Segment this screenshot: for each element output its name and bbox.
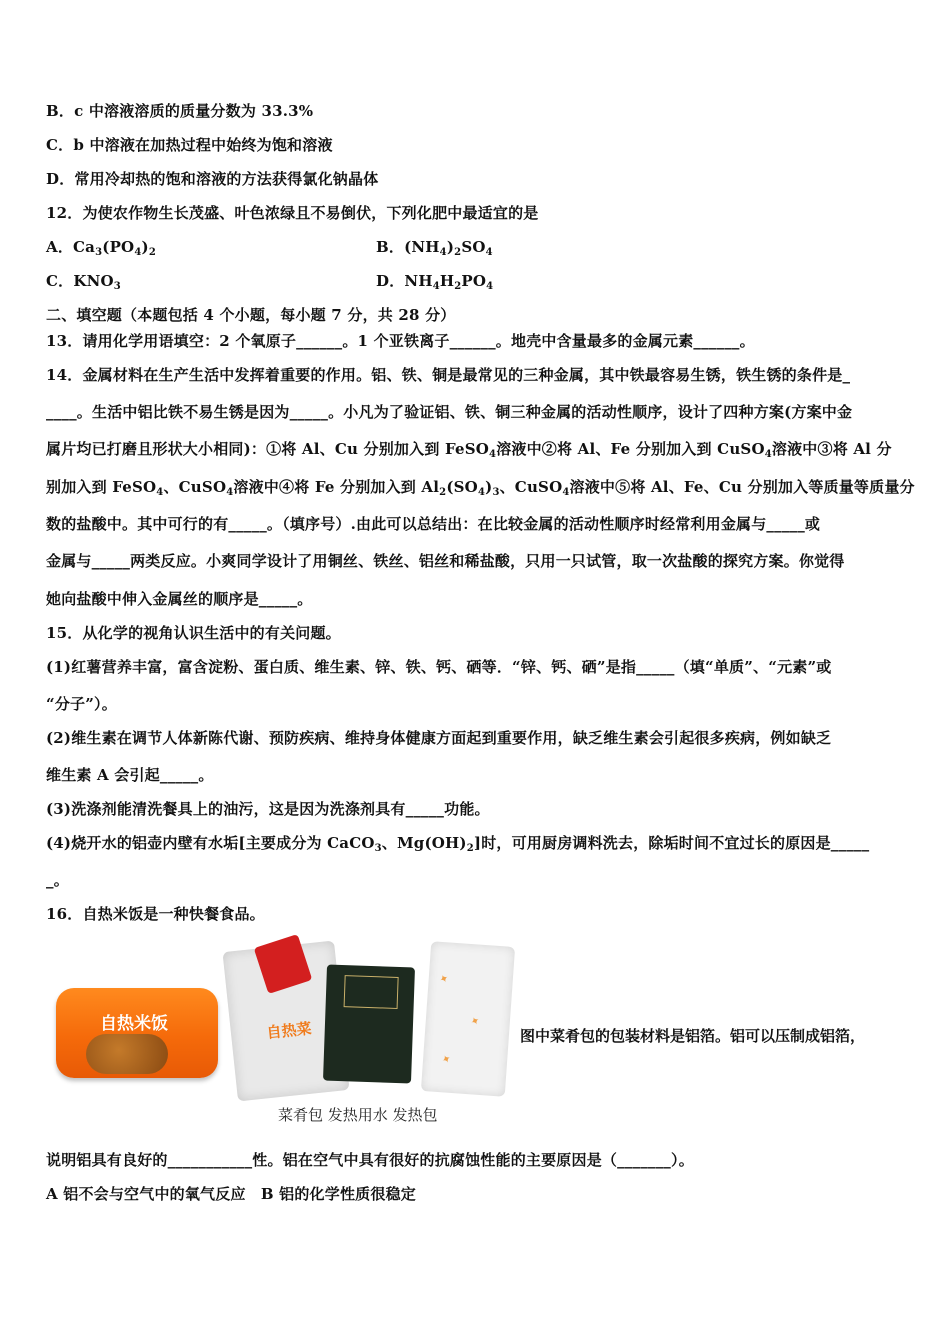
- self-heating-rice-photo: [50, 936, 515, 1131]
- rice-tray-image: [56, 988, 218, 1078]
- sauce-pack-image: [254, 934, 313, 994]
- question-14-line-5: 数的盐酸中。其中可行的有_____。（填序号）.由此可以总结出：在比较金属的活动性顺序时经常利用金属与_____或: [46, 515, 821, 533]
- water-pack-label-box: [344, 975, 399, 1009]
- question-15-part-3: (3)洗涤剂能清洗餐具上的油污，这是因为洗涤剂具有_____功能。: [46, 800, 490, 818]
- question-14-line-2: ____。生活中铝比铁不易生锈是因为_____。小凡为了验证铝、铁、铜三种金属的活动性顺序，设计了四种方案(方案中金: [46, 403, 853, 421]
- section-heading: 二、填空题（本题包括 4 个小题，每小题 7 分，共 28 分）: [46, 306, 456, 324]
- option-d-line: D．常用冷却热的饱和溶液的方法获得氯化钠晶体: [46, 170, 379, 188]
- option-c-line: C．b 中溶液在加热过程中始终为饱和溶液: [46, 136, 333, 154]
- question-14-line-7: 她向盐酸中伸入金属丝的顺序是_____。: [46, 590, 313, 608]
- question-15: 15．从化学的视角认识生活中的有关问题。: [46, 624, 341, 642]
- tray-logo: 自热米饭: [100, 1014, 168, 1034]
- question-15-part-4: (4)烧开水的铝壶内壁有水垢[主要成分为 CaCO$_3$、$Mg(OH)_2$]时，可用厨房调料洗去，除垢时间不宜过长的原因是_____: [46, 834, 870, 854]
- question-16: 16．自热米饭是一种快餐食品。: [46, 905, 265, 923]
- q12-option-c: C．$KNO_3$: [46, 272, 121, 292]
- question-14-line-1: 14．金属材料在生产生活中发挥着重要的作用。铝、铁、铜是最常见的三种金属，其中铁最容易生锈，铁生锈的条件是_: [46, 366, 851, 384]
- question-13: 13．请用化学用语填空：2 个氧原子______。1 个亚铁离子______。地壳中含量最多的金属元素______。: [46, 332, 755, 350]
- dish-pack-label: 自热菜: [265, 1019, 313, 1043]
- question-15-part-1-cont: “分子”）。: [46, 695, 117, 713]
- option-b-line: B．c 中溶液溶质的质量分数为 33.3%: [46, 102, 314, 120]
- q12-option-b: B．$(NH_4)_2SO_4$: [376, 238, 493, 258]
- question-16-side-text: 图中菜肴包的包装材料是铝箔。铝可以压制成铝箔，: [520, 1027, 866, 1045]
- question-15-part-4-cont: _。: [46, 871, 69, 889]
- tray-food-image: [86, 1034, 168, 1074]
- heating-pack-image: ✦ ✦ ✦: [421, 941, 515, 1096]
- question-12: 12．为使农作物生长茂盛、叶色浓绿且不易倒伏，下列化肥中最适宜的是: [46, 204, 539, 222]
- question-16-options: A 铝不会与空气中的氧气反应 B 铝的化学性质很稳定: [46, 1185, 416, 1203]
- heating-water-pack-image: [323, 964, 415, 1083]
- q12-option-d: D．$NH_4H_2PO_4$: [376, 272, 494, 292]
- question-14-line-4: 别加入到 FeSO$_4$、CuSO$_4$溶液中④将 Fe 分别加入到 $Al_2(SO_4)_3$、CuSO$_4$溶液中⑤将 Al、Fe、Cu 分别加入等质量等质量分: [46, 478, 915, 498]
- question-16-line-2: 说明铝具有良好的___________性。铝在空气中具有很好的抗腐蚀性能的主要原因是（_______）。: [46, 1151, 694, 1169]
- question-14-line-3: 属片均已打磨且形状大小相同)：①将 Al、Cu 分别加入到 FeSO$_4$溶液中②将 Al、Fe 分别加入到 CuSO$_4$溶液中③将 Al 分: [46, 440, 892, 460]
- question-15-part-1: (1)红薯营养丰富，富含淀粉、蛋白质、维生素、锌、铁、钙、硒等．“锌、钙、硒”是指_____（填“单质”、“元素”或: [46, 658, 832, 676]
- question-14-line-6: 金属与_____两类反应。小爽同学设计了用铜丝、铁丝、铝丝和稀盐酸，只用一只试管，取一次盐酸的探究方案。你觉得: [46, 552, 845, 570]
- question-15-part-2: (2)维生素在调节人体新陈代谢、预防疾病、维持身体健康方面起到重要作用，缺乏维生素会引起很多疾病，例如缺乏: [46, 729, 832, 747]
- q12-option-a: A．$Ca_3(PO_4)_2$: [46, 238, 156, 258]
- question-15-part-2-cont: 维生素 A 会引起_____。: [46, 766, 214, 784]
- photo-caption: 菜肴包 发热用水 发热包: [278, 1106, 438, 1124]
